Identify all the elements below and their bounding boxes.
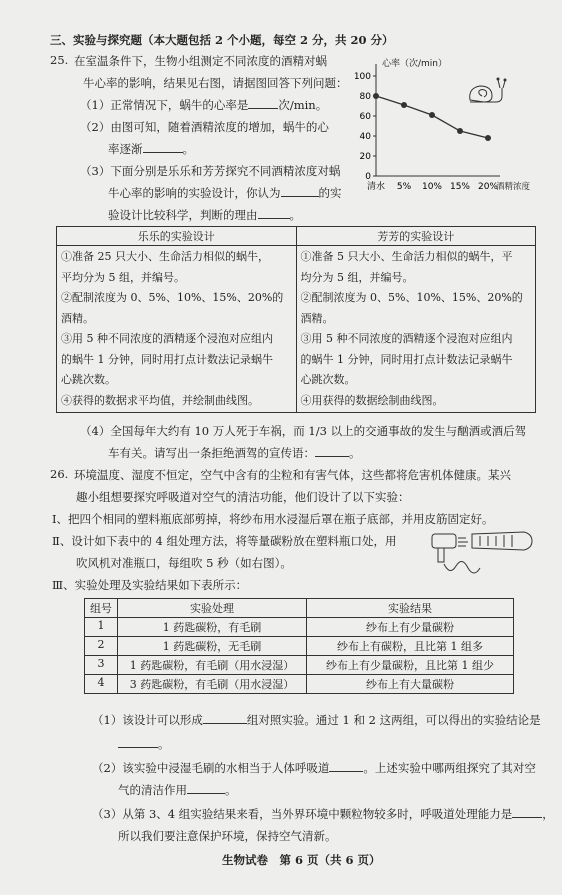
table-header-treatment: 实验处理 bbox=[118, 599, 307, 618]
q26-answer-blank-1[interactable] bbox=[203, 712, 247, 724]
q26-part2-text-b: 。上述实验中哪两组探究了其对空 bbox=[363, 761, 536, 775]
section-title: 三、实验与探究题（本大题包括 2 个小题，每空 2 分，共 20 分） bbox=[50, 33, 394, 47]
q25-part4-line2 bbox=[108, 445, 361, 461]
q26-part2-line2 bbox=[118, 782, 237, 798]
q25-part2-end: 。 bbox=[182, 142, 194, 156]
table-header-fangfang: 芳芳的实验设计 bbox=[296, 227, 536, 246]
q25-answer-blank-4[interactable] bbox=[258, 207, 290, 219]
q26-part1-text-b: 组对照实验。通过 1 和 2 这两组，可以得出的实验结论是 bbox=[246, 713, 541, 727]
fangfang-step: 酒精。 bbox=[300, 311, 334, 325]
page-footer: 生物试卷 第 6 页（共 6 页） bbox=[222, 853, 381, 867]
q26-part3-line1 bbox=[92, 806, 554, 822]
q25-part3-line2 bbox=[108, 185, 342, 201]
lele-step: ①准备 25 只大小、生命活力相似的蜗牛， bbox=[61, 250, 269, 263]
lele-step: 酒精。 bbox=[61, 311, 94, 325]
q26-part2-text-c: 气的清洁作用 bbox=[118, 783, 187, 797]
fangfang-step: ④用获得的数据绘制曲线图。 bbox=[300, 393, 444, 407]
plastic-bottle-icon bbox=[472, 532, 532, 550]
result-cell: 纱布上有碳粉，且比第 1 组多 bbox=[307, 637, 514, 656]
fangfang-step: 的蜗牛 1 分钟，同时用打点计数法记录蜗牛 bbox=[300, 352, 513, 366]
lele-design-cell bbox=[57, 246, 297, 413]
q25-part1-text: （1）正常情况下，蜗牛的心率是 bbox=[80, 98, 249, 112]
q25-part4-line1: （4）全国每年大约有 10 万人死于车祸，而 1/3 以上的交通事故的发生与酗酒或酒后驾 bbox=[80, 424, 527, 438]
q26-part1-text: （1）该设计可以形成 bbox=[92, 713, 203, 727]
y-tick-label: 80 bbox=[359, 92, 371, 102]
group-cell: 4 bbox=[85, 675, 118, 694]
group-cell: 2 bbox=[85, 637, 118, 656]
data-point bbox=[429, 112, 435, 118]
q25-answer-blank-5[interactable] bbox=[315, 445, 349, 457]
lele-step: ②配制浓度为 0、5%、10%、15%、20%的 bbox=[61, 291, 284, 304]
hair-dryer-bottle-illustration bbox=[428, 526, 536, 584]
lele-step: 平均分为 5 组，并编号。 bbox=[61, 270, 185, 284]
q26-answer-blank-2[interactable] bbox=[118, 736, 158, 748]
chart-xlabel: 酒精浓度 bbox=[496, 182, 531, 192]
lele-step: 的蜗牛 1 分钟，同时用打点计数法记录蜗牛 bbox=[61, 352, 273, 366]
q25-stem-line1: 在室温条件下，生物小组测定不同浓度的酒精对蜗 bbox=[74, 54, 327, 68]
fangfang-step: ②配制浓度为 0、5%、10%、15%、20%的 bbox=[300, 291, 523, 304]
y-tick-label: 40 bbox=[359, 132, 371, 142]
fangfang-step: 心跳次数。 bbox=[300, 373, 356, 386]
table-row bbox=[85, 675, 514, 694]
table-row bbox=[85, 656, 514, 675]
q25-answer-blank-2[interactable] bbox=[143, 141, 183, 153]
data-point bbox=[373, 93, 379, 99]
table-header-group: 组号 bbox=[85, 599, 118, 618]
heart-rate-chart bbox=[340, 52, 550, 202]
q26-step1: Ⅰ、把四个相同的塑料瓶底部剪掉，将纱布用水浸湿后罩在瓶子底部，并用皮筋固定好。 bbox=[52, 512, 494, 526]
group-cell: 1 bbox=[85, 618, 118, 637]
hair-dryer-icon bbox=[432, 534, 456, 548]
treatment-cell: 1 药匙碳粉，无毛刷 bbox=[118, 637, 307, 656]
q26-stem-line1: 环境温度、湿度不恒定，空气中含有的尘粒和有害气体，这些都将危害机体健康。某兴 bbox=[74, 468, 511, 482]
table-row bbox=[85, 637, 514, 656]
q26-answer-blank-5[interactable] bbox=[512, 806, 542, 818]
q25-part3-line1: （3）下面分别是乐乐和芳芳探究不同酒精浓度对蜗 bbox=[80, 164, 341, 178]
q25-number: 25. bbox=[50, 53, 69, 67]
fangfang-step: ①准备 5 只大小、生命活力相似的蜗牛，平 bbox=[300, 250, 513, 263]
q25-part3-end: 。 bbox=[289, 208, 301, 222]
q25-part1-unit: 次/min。 bbox=[278, 98, 328, 112]
q26-part1-line2 bbox=[118, 736, 170, 752]
table-header-lele: 乐乐的实验设计 bbox=[57, 227, 297, 246]
fangfang-design-cell bbox=[296, 246, 536, 413]
data-point bbox=[457, 128, 463, 134]
q26-results-table bbox=[84, 598, 514, 694]
x-tick-label: 清水 bbox=[366, 182, 386, 192]
result-cell: 纱布上有大量碳粉 bbox=[307, 675, 514, 694]
lele-step: 心跳次数。 bbox=[61, 373, 116, 386]
x-tick-label: 20% bbox=[477, 182, 499, 192]
y-tick-label: 100 bbox=[353, 72, 371, 82]
q25-part2-line2 bbox=[108, 141, 194, 157]
q26-part1-end: 。 bbox=[158, 737, 170, 751]
q26-part2-end: 。 bbox=[225, 783, 237, 797]
q25-part3-line3 bbox=[108, 207, 301, 223]
q26-answer-blank-4[interactable] bbox=[187, 782, 225, 794]
q26-part1-line1 bbox=[92, 712, 541, 728]
q25-design-table bbox=[56, 226, 536, 413]
table-row bbox=[85, 618, 514, 637]
data-point bbox=[401, 102, 407, 108]
q25-part3-text-b: 的实 bbox=[318, 186, 342, 200]
q26-step2-line1: Ⅱ、设计如下表中的 4 组处理方法，将等量碳粉放在塑料瓶口处，用 bbox=[52, 534, 397, 548]
group-cell: 3 bbox=[85, 656, 118, 675]
data-point bbox=[485, 135, 491, 141]
result-cell: 纱布上有少量碳粉，且比第 1 组少 bbox=[307, 656, 514, 675]
fangfang-step: ③用 5 种不同浓度的酒精逐个浸泡对应组内 bbox=[300, 332, 513, 345]
chart-ylabel: 心率（次/min） bbox=[382, 59, 448, 69]
table-header-result: 实验结果 bbox=[307, 599, 514, 618]
q26-part2-line1 bbox=[92, 760, 536, 776]
y-tick-label: 0 bbox=[365, 172, 371, 182]
q25-part4-text: 车有关。请写出一条拒绝酒驾的宣传语： bbox=[108, 446, 315, 460]
q25-stem-line2: 牛心率的影响，结果见右图，请据图回答下列问题： bbox=[83, 76, 348, 90]
q26-answer-blank-3[interactable] bbox=[329, 760, 363, 772]
q25-part4-end: 。 bbox=[349, 446, 361, 460]
q25-answer-blank-3[interactable] bbox=[281, 185, 319, 197]
q26-part3-comma: ， bbox=[542, 807, 554, 821]
q26-part3-text: （3）从第 3、4 组实验结果来看，当外界环境中颗粒物较多时，呼吸道处理能力是 bbox=[92, 807, 513, 821]
treatment-cell: 1 药匙碳粉，有毛刷 bbox=[118, 618, 307, 637]
x-tick-label: 5% bbox=[396, 182, 412, 192]
x-tick-label: 10% bbox=[421, 182, 443, 192]
q25-answer-blank-1[interactable] bbox=[248, 97, 278, 109]
q26-step3: Ⅲ、实验处理及实验结果如下表所示： bbox=[52, 578, 248, 592]
q26-step2-line2: 吹风机对准瓶口，每组吹 5 秒（如右图）。 bbox=[76, 556, 292, 570]
q26-part2-text: （2）该实验中浸湿毛刷的水相当于人体呼吸道 bbox=[92, 761, 330, 775]
q26-part3-line2: 所以我们要注意保护环境，保持空气清新。 bbox=[118, 829, 337, 843]
treatment-cell: 3 药匙碳粉，有毛刷（用水浸湿） bbox=[118, 675, 307, 694]
fangfang-step: 均分为 5 组，并编号。 bbox=[300, 270, 414, 284]
y-tick-label: 20 bbox=[359, 152, 371, 162]
q26-number: 26. bbox=[50, 467, 69, 481]
y-tick-label: 60 bbox=[359, 112, 371, 122]
q25-part3-text: 牛心率的影响的实验设计，你认为 bbox=[108, 186, 281, 200]
x-tick-label: 15% bbox=[449, 182, 471, 192]
result-cell: 纱布上有少量碳粉 bbox=[307, 618, 514, 637]
q25-part3-reason: 验设计比较科学，判断的理由 bbox=[108, 208, 258, 222]
q25-part2-line1: （2）由图可知，随着酒精浓度的增加，蜗牛的心 bbox=[80, 120, 329, 134]
q25-part1 bbox=[80, 97, 327, 113]
snail-icon bbox=[470, 78, 506, 102]
q26-stem-line2: 趣小组想要探究呼吸道对空气的清洁功能，他们设计了以下实验： bbox=[76, 490, 410, 504]
treatment-cell: 1 药匙碳粉，有毛刷（用水浸湿） bbox=[118, 656, 307, 675]
lele-step: ④获得的数据求平均值，并绘制曲线图。 bbox=[61, 393, 259, 407]
lele-step: ③用 5 种不同浓度的酒精逐个浸泡对应组内 bbox=[61, 332, 273, 345]
q25-part2-text: 率逐渐 bbox=[108, 142, 143, 156]
